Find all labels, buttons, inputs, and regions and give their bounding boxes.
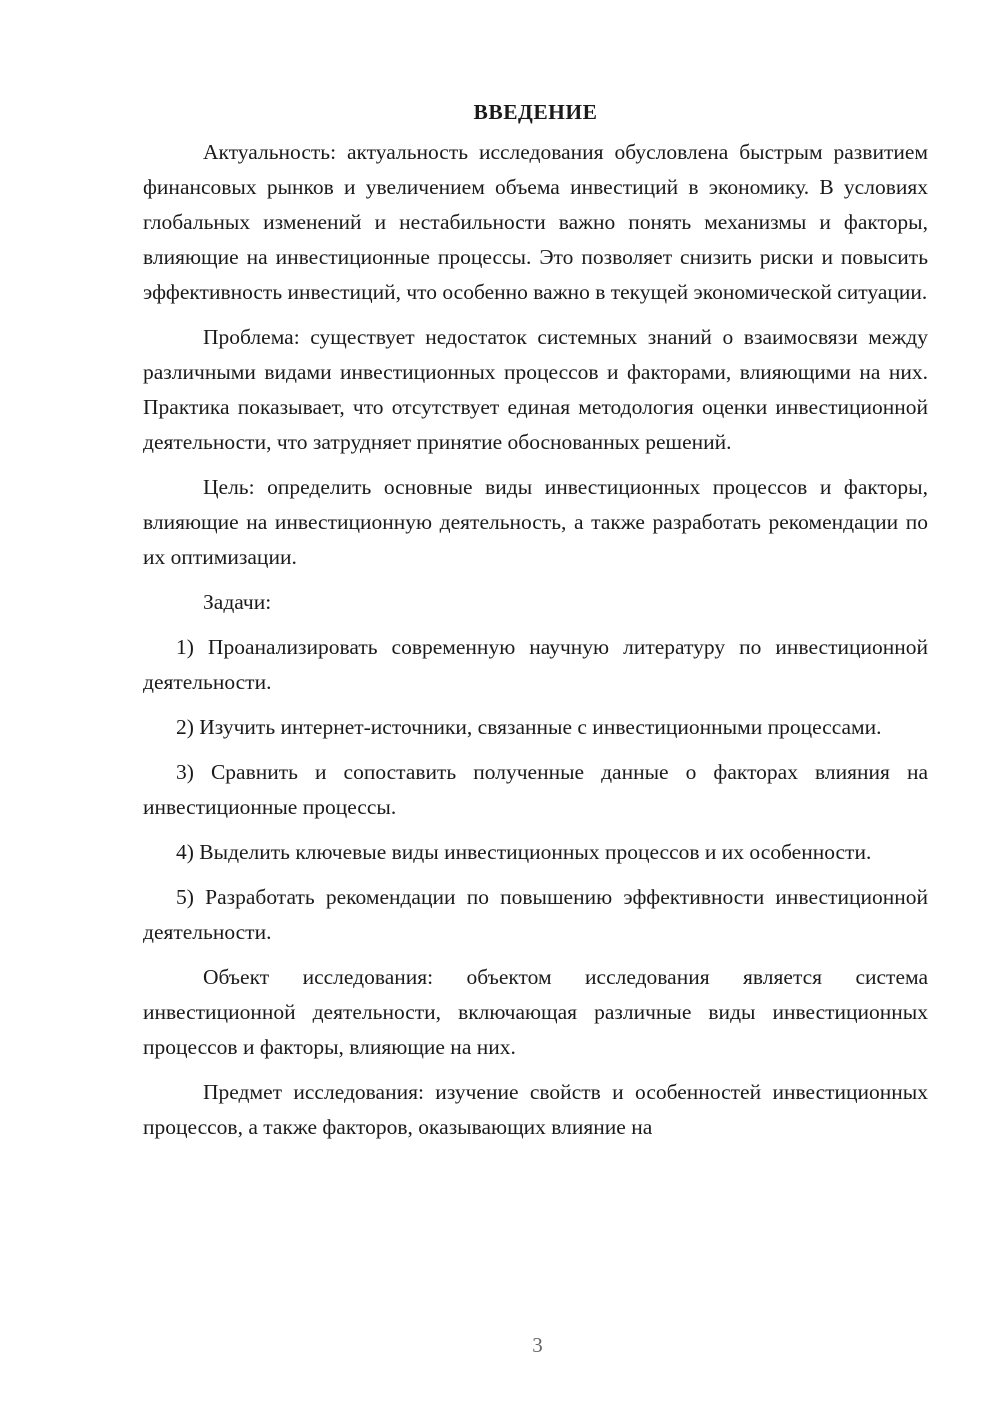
- subject-paragraph: Предмет исследования: изучение свойств и особенностей инвестиционных процессов, а также факторов, оказывающих влияние на: [143, 1080, 928, 1139]
- task-item-1: 1) Проанализировать современную научную литературу по инвестиционной деятельности.: [143, 635, 928, 694]
- relevance-paragraph: Актуальность: актуальность исследования обусловлена быстрым развитием финансовых рынков и увеличением объема инвестиций в экономику. В условиях глобальных изменений и нестабильности важно понять механизмы и факторы, влияющие на инвестиционные процессы. Это позволяет снизить риски и повысить эффективность инвестиций, что особенно важно в текущей экономической ситуации.: [143, 140, 928, 304]
- task-item-5: 5) Разработать рекомендации по повышению эффективности инвестиционной деятельности.: [143, 885, 928, 944]
- goal-paragraph: Цель: определить основные виды инвестиционных процессов и факторы, влияющие на инвестиционную деятельность, а также разработать рекомендации по их оптимизации.: [143, 475, 928, 569]
- object-paragraph: Объект исследования: объектом исследования является система инвестиционной деятельности, включающая различные виды инвестиционных процессов и факторы, влияющие на них.: [143, 965, 928, 1059]
- page-content: [143, 95, 928, 1155]
- page-title: ВВЕДЕНИЕ: [473, 100, 598, 124]
- task-item-3: 3) Сравнить и сопоставить полученные данные о факторах влияния на инвестиционные процессы.: [143, 760, 928, 819]
- tasks-label: Задачи:: [203, 590, 272, 614]
- page-number: 3: [532, 1333, 543, 1357]
- task-item-2: 2) Изучить интернет-источники, связанные с инвестиционными процессами.: [176, 715, 882, 739]
- task-item-4: 4) Выделить ключевые виды инвестиционных процессов и их особенности.: [176, 840, 872, 864]
- problem-paragraph: Проблема: существует недостаток системных знаний о взаимосвязи между различными видами инвестиционных процессов и факторами, влияющими на них. Практика показывает, что отсутствует единая методология оценки инвестиционной деятельности, что затрудняет принятие обоснованных решений.: [143, 325, 928, 454]
